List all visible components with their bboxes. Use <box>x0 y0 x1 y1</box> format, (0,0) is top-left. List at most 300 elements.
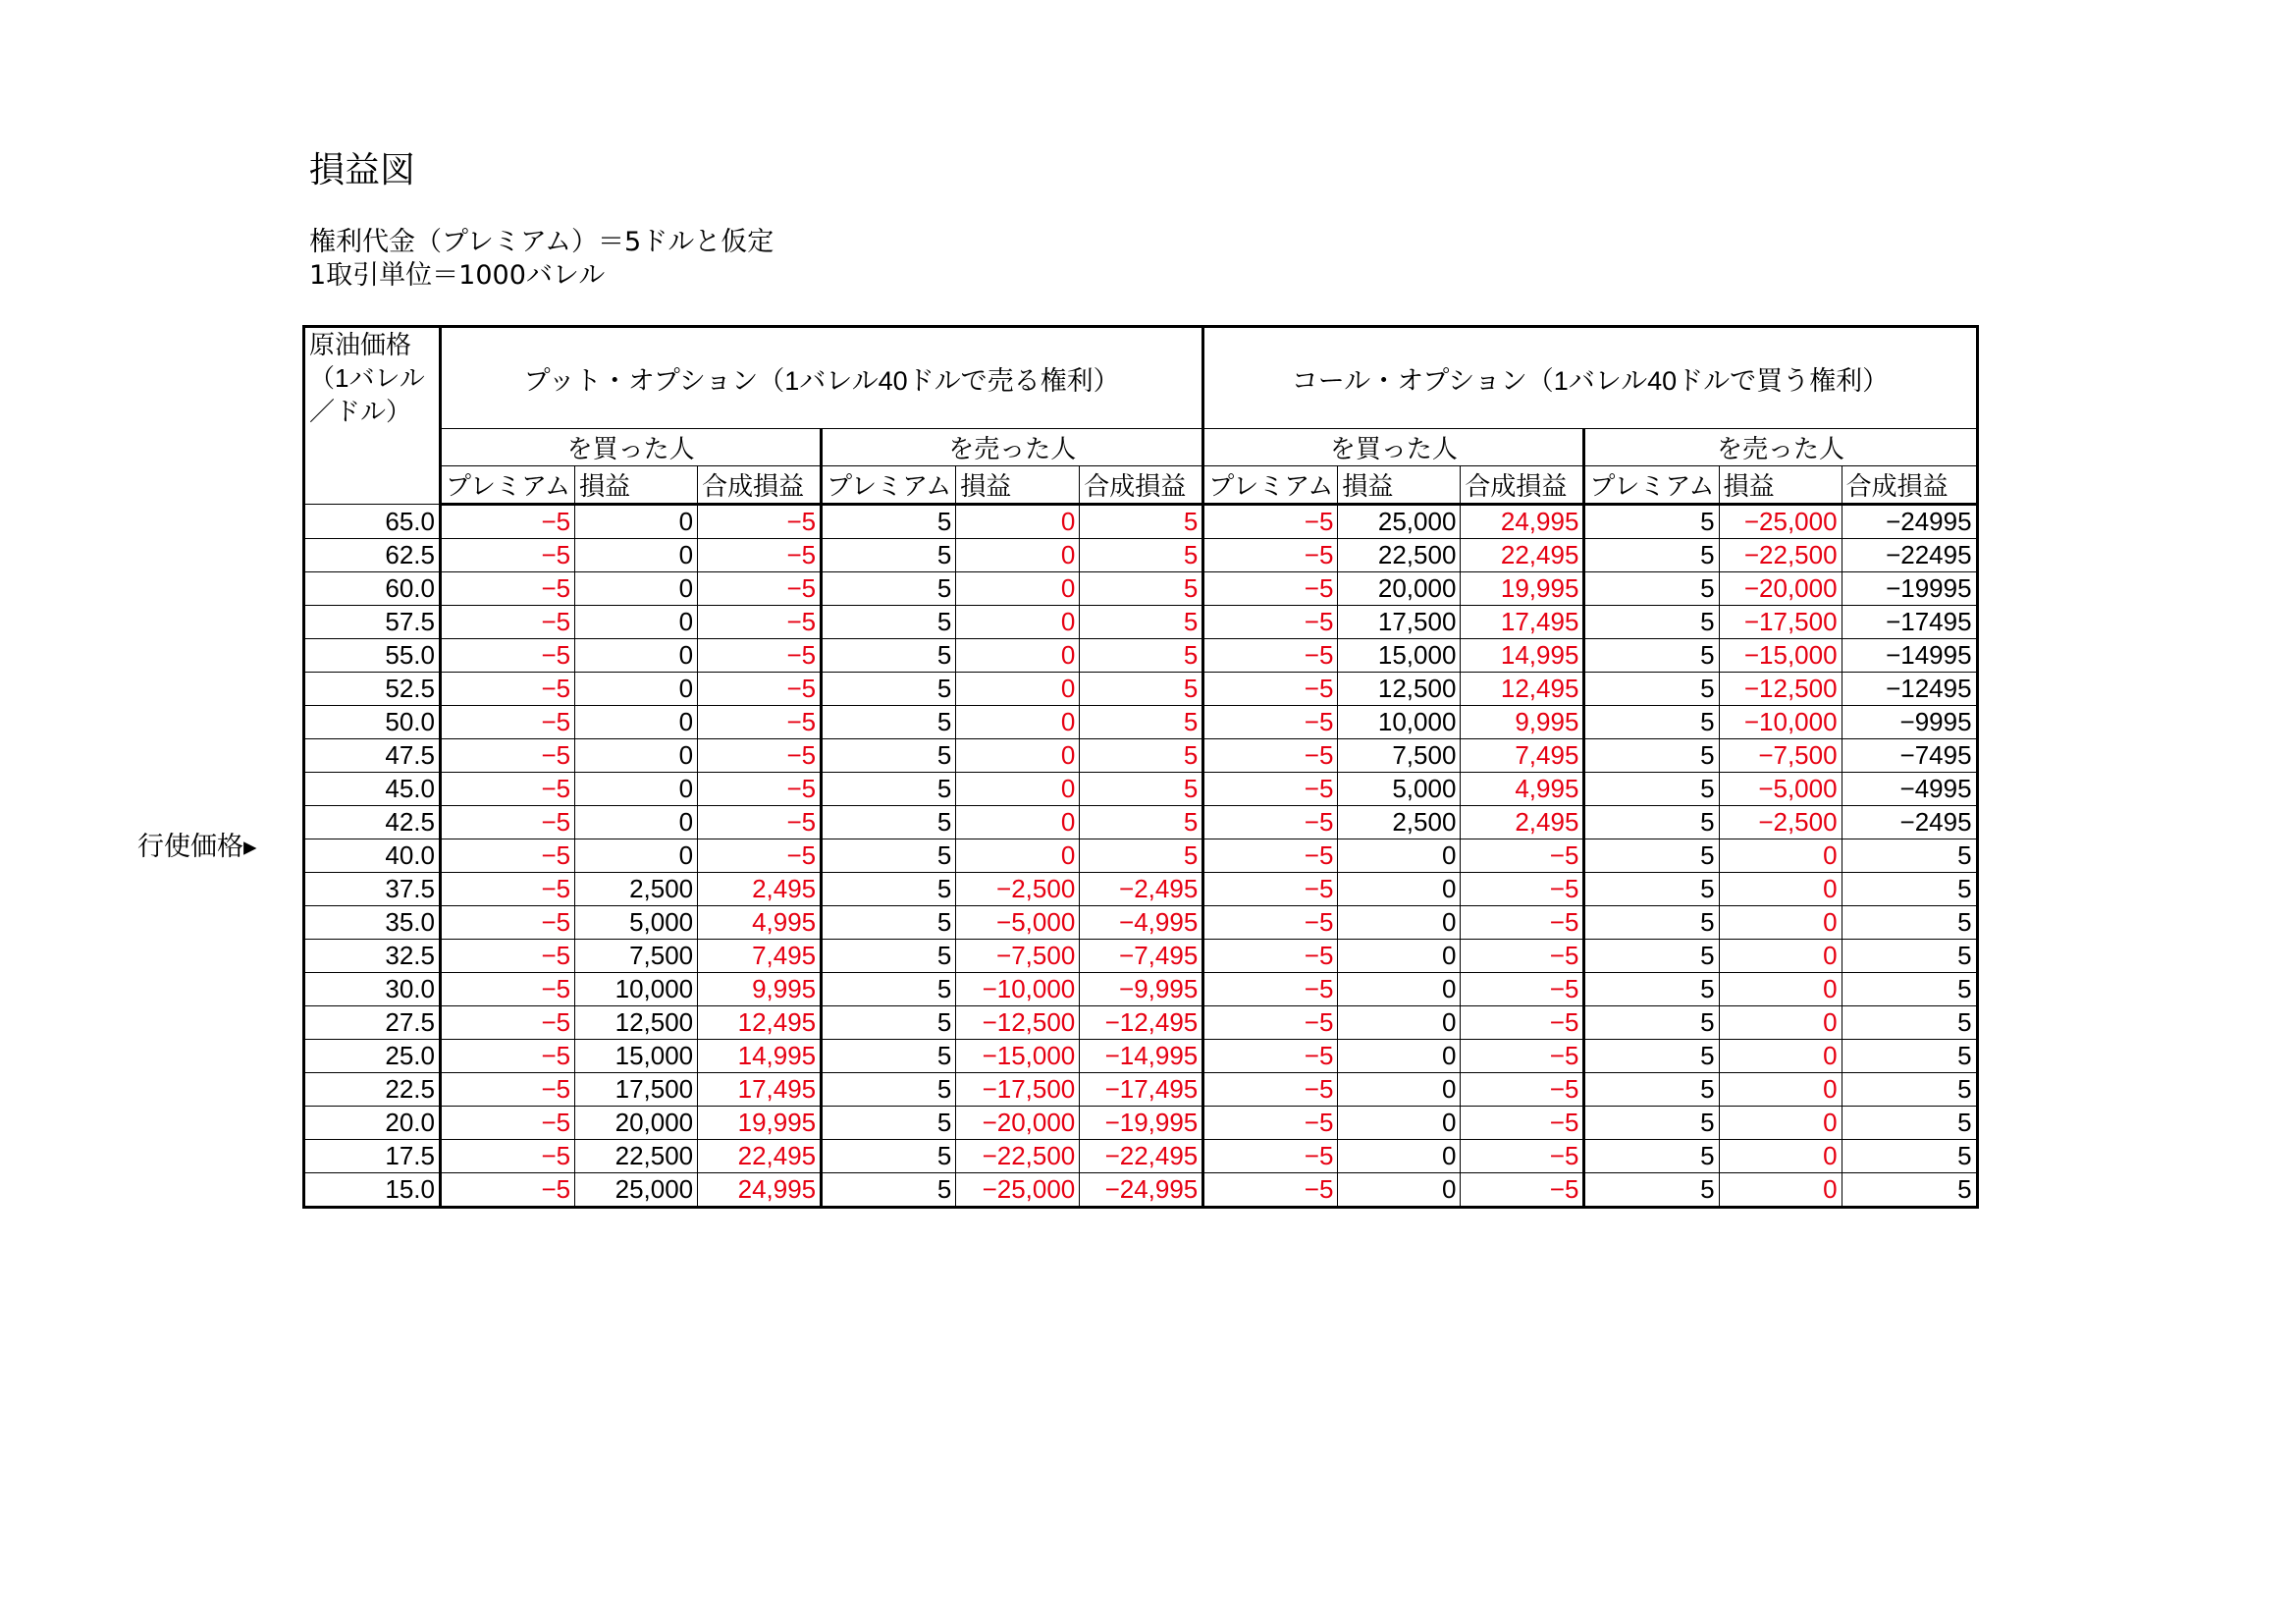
table-cell: −25,000 <box>1719 505 1842 539</box>
table-cell: 5 <box>822 706 956 739</box>
table-cell: −5 <box>441 1140 575 1173</box>
table-cell: 0 <box>575 806 698 839</box>
table-cell: −2495 <box>1842 806 1977 839</box>
table-cell: 25,000 <box>1338 505 1461 539</box>
table-cell: 24,995 <box>1461 505 1584 539</box>
table-cell: −5 <box>1461 973 1584 1006</box>
table-cell: −22,495 <box>1080 1140 1203 1173</box>
table-cell: 19,995 <box>698 1107 822 1140</box>
table-cell: 0 <box>575 739 698 773</box>
table-cell: 0 <box>956 739 1080 773</box>
table-cell: −9995 <box>1842 706 1977 739</box>
table-cell: 5 <box>1842 1073 1977 1107</box>
table-cell: 5 <box>822 906 956 940</box>
table-row <box>304 973 1978 1006</box>
table-cell: −7,500 <box>956 940 1080 973</box>
table-row <box>304 739 1978 773</box>
table-cell: −5 <box>441 839 575 873</box>
table-cell: 0 <box>575 673 698 706</box>
table-cell: −5 <box>441 873 575 906</box>
table-cell: −5 <box>1461 1173 1584 1208</box>
table-cell: −5 <box>1203 1073 1338 1107</box>
table-cell: 0 <box>575 505 698 539</box>
table-cell: 5 <box>1584 673 1719 706</box>
table-cell: 0 <box>956 505 1080 539</box>
table-cell: 4,995 <box>1461 773 1584 806</box>
put-buyer-premium-header: プレミアム <box>441 466 575 505</box>
table-cell: 12,500 <box>575 1006 698 1040</box>
table-cell: −5 <box>1203 505 1338 539</box>
table-cell: 0 <box>956 639 1080 673</box>
table-cell: 5 <box>822 673 956 706</box>
table-cell: 14,995 <box>1461 639 1584 673</box>
table-cell: 2,495 <box>1461 806 1584 839</box>
table-row <box>304 639 1978 673</box>
table-cell: −5 <box>698 639 822 673</box>
call-buyer-total-header: 合成損益 <box>1461 466 1584 505</box>
table-cell: 5 <box>1584 572 1719 606</box>
table-cell: −7,495 <box>1080 940 1203 973</box>
table-cell: 5 <box>1584 539 1719 572</box>
table-cell: −5 <box>1203 973 1338 1006</box>
table-cell: −5 <box>441 639 575 673</box>
table-cell: 0 <box>575 606 698 639</box>
table-cell: −5 <box>1203 739 1338 773</box>
price-cell: 20.0 <box>304 1107 441 1140</box>
table-cell: −5 <box>1461 906 1584 940</box>
table-cell: −17,500 <box>956 1073 1080 1107</box>
table-cell: −5 <box>441 940 575 973</box>
table-cell: 5 <box>822 839 956 873</box>
table-cell: −5 <box>1203 1006 1338 1040</box>
put-buyer-header: を買った人 <box>441 429 822 466</box>
table-cell: −5 <box>441 1173 575 1208</box>
table-cell: −17,500 <box>1719 606 1842 639</box>
table-cell: 7,495 <box>698 940 822 973</box>
table-cell: 0 <box>1338 1140 1461 1173</box>
put-seller-pl-header: 損益 <box>956 466 1080 505</box>
table-cell: −20,000 <box>956 1107 1080 1140</box>
table-cell: −5 <box>698 706 822 739</box>
table-cell: −15,000 <box>956 1040 1080 1073</box>
table-cell: −5 <box>1461 940 1584 973</box>
table-cell: 5,000 <box>575 906 698 940</box>
table-cell: 5 <box>1584 739 1719 773</box>
call-seller-total-header: 合成損益 <box>1842 466 1977 505</box>
call-seller-pl-header: 損益 <box>1719 466 1842 505</box>
table-cell: −22,500 <box>1719 539 1842 572</box>
table-cell: −5 <box>441 806 575 839</box>
table-cell: 7,500 <box>575 940 698 973</box>
table-cell: −5 <box>1203 673 1338 706</box>
table-cell: −5 <box>441 1073 575 1107</box>
table-row <box>304 1073 1978 1107</box>
table-cell: 9,995 <box>698 973 822 1006</box>
table-cell: 5 <box>1842 1107 1977 1140</box>
table-cell: −5 <box>441 973 575 1006</box>
table-cell: 0 <box>1719 973 1842 1006</box>
table-cell: −5 <box>698 539 822 572</box>
table-cell: −5 <box>698 606 822 639</box>
table-cell: −22,500 <box>956 1140 1080 1173</box>
table-cell: −9,995 <box>1080 973 1203 1006</box>
table-cell: 5 <box>1080 606 1203 639</box>
table-cell: 12,500 <box>1338 673 1461 706</box>
price-cell: 60.0 <box>304 572 441 606</box>
table-cell: 5 <box>1584 1173 1719 1208</box>
table-cell: 12,495 <box>698 1006 822 1040</box>
table-cell: 25,000 <box>575 1173 698 1208</box>
table-cell: 5 <box>1842 940 1977 973</box>
price-cell: 45.0 <box>304 773 441 806</box>
table-cell: −15,000 <box>1719 639 1842 673</box>
table-cell: −10,000 <box>956 973 1080 1006</box>
price-cell: 42.5 <box>304 806 441 839</box>
table-cell: 5 <box>1584 639 1719 673</box>
table-cell: 5 <box>1584 1006 1719 1040</box>
table-cell: 5 <box>1080 806 1203 839</box>
table-cell: 0 <box>1338 1040 1461 1073</box>
put-buyer-total-header: 合成損益 <box>698 466 822 505</box>
price-cell: 40.0 <box>304 839 441 873</box>
put-buyer-pl-header: 損益 <box>575 466 698 505</box>
table-cell: 5 <box>822 1173 956 1208</box>
table-cell: 5 <box>1584 505 1719 539</box>
table-cell: −5 <box>441 572 575 606</box>
table-row <box>304 1140 1978 1173</box>
price-cell: 37.5 <box>304 873 441 906</box>
table-cell: −5 <box>1203 1107 1338 1140</box>
table-cell: 0 <box>1719 1040 1842 1073</box>
table-cell: −5 <box>441 606 575 639</box>
price-cell: 57.5 <box>304 606 441 639</box>
table-cell: 5 <box>1842 839 1977 873</box>
table-cell: 5 <box>1842 873 1977 906</box>
table-cell: −5 <box>1461 1073 1584 1107</box>
table-cell: −5 <box>441 1107 575 1140</box>
table-cell: 0 <box>575 639 698 673</box>
table-cell: 0 <box>956 606 1080 639</box>
table-cell: −4,995 <box>1080 906 1203 940</box>
table-cell: −5 <box>1461 839 1584 873</box>
table-row <box>304 806 1978 839</box>
table-cell: −19,995 <box>1080 1107 1203 1140</box>
table-cell: 5 <box>822 739 956 773</box>
call-option-header: コール・オプション（1バレル40ドルで買う権利） <box>1203 327 1977 429</box>
table-cell: 2,500 <box>1338 806 1461 839</box>
table-cell: −5 <box>698 572 822 606</box>
table-cell: 15,000 <box>1338 639 1461 673</box>
table-row <box>304 839 1978 873</box>
table-cell: −17495 <box>1842 606 1977 639</box>
table-row <box>304 873 1978 906</box>
table-cell: 0 <box>1338 1006 1461 1040</box>
table-cell: 5 <box>1584 1140 1719 1173</box>
table-cell: 5 <box>822 1006 956 1040</box>
price-cell: 62.5 <box>304 539 441 572</box>
crude-price-header <box>304 327 441 505</box>
price-cell: 17.5 <box>304 1140 441 1173</box>
price-cell: 32.5 <box>304 940 441 973</box>
table-cell: −24,995 <box>1080 1173 1203 1208</box>
table-cell: −5 <box>698 839 822 873</box>
table-cell: −14,995 <box>1080 1040 1203 1073</box>
table-cell: 0 <box>1719 906 1842 940</box>
table-cell: 5 <box>1080 673 1203 706</box>
table-cell: −5 <box>1203 706 1338 739</box>
table-cell: 0 <box>956 673 1080 706</box>
price-cell: 50.0 <box>304 706 441 739</box>
table-cell: 0 <box>956 839 1080 873</box>
table-cell: −5 <box>1461 1040 1584 1073</box>
table-cell: 5 <box>1584 873 1719 906</box>
table-cell: −5 <box>1203 1040 1338 1073</box>
table-cell: 22,500 <box>1338 539 1461 572</box>
table-cell: −5 <box>1461 873 1584 906</box>
table-cell: −2,500 <box>1719 806 1842 839</box>
table-cell: −5 <box>1203 806 1338 839</box>
table-cell: 10,000 <box>1338 706 1461 739</box>
table-row <box>304 1040 1978 1073</box>
table-cell: 0 <box>956 806 1080 839</box>
table-cell: 5 <box>1080 639 1203 673</box>
table-cell: −2,495 <box>1080 873 1203 906</box>
call-seller-premium-header: プレミアム <box>1584 466 1719 505</box>
price-cell: 27.5 <box>304 1006 441 1040</box>
table-cell: 5 <box>822 1107 956 1140</box>
table-cell: 0 <box>575 706 698 739</box>
table-cell: −25,000 <box>956 1173 1080 1208</box>
table-cell: 15,000 <box>575 1040 698 1073</box>
table-cell: 20,000 <box>575 1107 698 1140</box>
table-cell: 5 <box>1080 773 1203 806</box>
table-cell: 14,995 <box>698 1040 822 1073</box>
table-row <box>304 572 1978 606</box>
table-cell: 0 <box>1338 1107 1461 1140</box>
table-cell: −5 <box>1203 773 1338 806</box>
put-seller-total-header: 合成損益 <box>1080 466 1203 505</box>
table-cell: 7,500 <box>1338 739 1461 773</box>
table-cell: 0 <box>575 839 698 873</box>
table-cell: −4995 <box>1842 773 1977 806</box>
table-row <box>304 773 1978 806</box>
table-cell: 0 <box>575 539 698 572</box>
table-row <box>304 906 1978 940</box>
table-cell: 5 <box>1584 839 1719 873</box>
table-cell: −5 <box>441 739 575 773</box>
table-cell: 5 <box>1584 1107 1719 1140</box>
table-row <box>304 1107 1978 1140</box>
crude-price-header-line2: （1バレル <box>309 363 425 393</box>
price-cell: 35.0 <box>304 906 441 940</box>
table-cell: 5 <box>822 973 956 1006</box>
table-row <box>304 673 1978 706</box>
table-cell: −5 <box>1203 1173 1338 1208</box>
table-cell: 5 <box>1080 839 1203 873</box>
table-cell: −5 <box>698 739 822 773</box>
table-cell: −14995 <box>1842 639 1977 673</box>
table-cell: −5 <box>698 806 822 839</box>
table-cell: −2,500 <box>956 873 1080 906</box>
table-cell: 0 <box>1338 873 1461 906</box>
table-cell: −5 <box>441 706 575 739</box>
table-cell: 0 <box>1719 1006 1842 1040</box>
table-cell: 0 <box>956 572 1080 606</box>
table-cell: 5 <box>1584 940 1719 973</box>
table-cell: 5 <box>1842 1006 1977 1040</box>
table-cell: 2,495 <box>698 873 822 906</box>
table-cell: 0 <box>1338 1173 1461 1208</box>
table-cell: 5 <box>822 1040 956 1073</box>
table-cell: −5 <box>1203 940 1338 973</box>
profit-loss-rows <box>304 505 1978 1208</box>
table-cell: −12,500 <box>1719 673 1842 706</box>
table-cell: −5 <box>1203 873 1338 906</box>
table-cell: 17,500 <box>1338 606 1461 639</box>
table-row <box>304 940 1978 973</box>
table-cell: 5 <box>1080 572 1203 606</box>
unit-note: 1取引単位＝1000バレル <box>309 260 606 291</box>
price-cell: 65.0 <box>304 505 441 539</box>
table-cell: −5 <box>1203 572 1338 606</box>
table-cell: −22495 <box>1842 539 1977 572</box>
price-cell: 25.0 <box>304 1040 441 1073</box>
table-cell: −10,000 <box>1719 706 1842 739</box>
table-cell: 0 <box>1338 940 1461 973</box>
table-cell: 17,500 <box>575 1073 698 1107</box>
table-cell: 0 <box>1338 1073 1461 1107</box>
table-cell: 0 <box>1338 906 1461 940</box>
table-cell: 0 <box>1719 1107 1842 1140</box>
call-buyer-premium-header: プレミアム <box>1203 466 1338 505</box>
crude-price-header-line3: ／ドル） <box>309 397 412 426</box>
table-cell: 5 <box>822 1140 956 1173</box>
table-cell: −5 <box>441 539 575 572</box>
table-cell: 5 <box>1584 806 1719 839</box>
table-cell: −5 <box>1461 1006 1584 1040</box>
table-cell: −5 <box>441 1006 575 1040</box>
table-cell: −5 <box>441 505 575 539</box>
table-cell: 20,000 <box>1338 572 1461 606</box>
table-cell: 5 <box>822 505 956 539</box>
table-cell: 17,495 <box>1461 606 1584 639</box>
price-cell: 15.0 <box>304 1173 441 1208</box>
table-cell: −7,500 <box>1719 739 1842 773</box>
crude-price-header-line1: 原油価格 <box>309 330 412 359</box>
table-row <box>304 539 1978 572</box>
table-cell: 5 <box>822 1073 956 1107</box>
table-cell: −12495 <box>1842 673 1977 706</box>
table-cell: −5 <box>1203 906 1338 940</box>
table-row <box>304 706 1978 739</box>
strike-price-label: 行使価格▸ <box>137 832 257 862</box>
table-cell: −5 <box>1203 1140 1338 1173</box>
table-cell: 19,995 <box>1461 572 1584 606</box>
price-cell: 30.0 <box>304 973 441 1006</box>
table-cell: 12,495 <box>1461 673 1584 706</box>
table-cell: 5 <box>822 806 956 839</box>
table-cell: 5 <box>822 539 956 572</box>
table-cell: 5 <box>1842 906 1977 940</box>
table-cell: 5 <box>1584 973 1719 1006</box>
premium-note: 権利代金（プレミアム）＝5ドルと仮定 <box>309 227 774 257</box>
profit-loss-table <box>302 325 1979 1209</box>
table-cell: 5 <box>822 940 956 973</box>
call-buyer-pl-header: 損益 <box>1338 466 1461 505</box>
table-cell: 0 <box>1338 973 1461 1006</box>
call-buyer-header: を買った人 <box>1203 429 1584 466</box>
table-cell: 5 <box>1584 706 1719 739</box>
table-cell: −5 <box>698 673 822 706</box>
table-cell: 24,995 <box>698 1173 822 1208</box>
table-cell: 5 <box>1080 706 1203 739</box>
table-cell: 5 <box>1584 606 1719 639</box>
table-cell: −20,000 <box>1719 572 1842 606</box>
table-cell: −5 <box>441 906 575 940</box>
table-cell: −12,500 <box>956 1006 1080 1040</box>
table-cell: 17,495 <box>698 1073 822 1107</box>
table-cell: 4,995 <box>698 906 822 940</box>
table-cell: 0 <box>1719 873 1842 906</box>
table-cell: 5 <box>1080 505 1203 539</box>
table-cell: 5 <box>822 572 956 606</box>
price-cell: 22.5 <box>304 1073 441 1107</box>
table-cell: 22,495 <box>698 1140 822 1173</box>
table-cell: −5 <box>1203 606 1338 639</box>
table-cell: 22,500 <box>575 1140 698 1173</box>
table-cell: 7,495 <box>1461 739 1584 773</box>
table-row <box>304 505 1978 539</box>
table-cell: −5 <box>698 773 822 806</box>
table-cell: 5,000 <box>1338 773 1461 806</box>
table-cell: −12,495 <box>1080 1006 1203 1040</box>
table-cell: 0 <box>1719 1173 1842 1208</box>
table-cell: 5 <box>1842 1173 1977 1208</box>
table-cell: −17,495 <box>1080 1073 1203 1107</box>
table-cell: −5 <box>1203 539 1338 572</box>
table-cell: −5,000 <box>956 906 1080 940</box>
table-cell: −5,000 <box>1719 773 1842 806</box>
table-cell: 22,495 <box>1461 539 1584 572</box>
table-cell: −5 <box>441 1040 575 1073</box>
table-cell: 2,500 <box>575 873 698 906</box>
table-cell: 5 <box>822 639 956 673</box>
table-cell: 0 <box>956 706 1080 739</box>
table-cell: 0 <box>1719 1073 1842 1107</box>
table-cell: 5 <box>1584 1040 1719 1073</box>
table-cell: −5 <box>698 505 822 539</box>
table-cell: 5 <box>1584 773 1719 806</box>
price-cell: 52.5 <box>304 673 441 706</box>
table-cell: 0 <box>575 572 698 606</box>
table-cell: 5 <box>1584 1073 1719 1107</box>
table-cell: 5 <box>822 773 956 806</box>
table-cell: −5 <box>441 673 575 706</box>
table-cell: −24995 <box>1842 505 1977 539</box>
table-cell: −7495 <box>1842 739 1977 773</box>
table-cell: 5 <box>1842 973 1977 1006</box>
table-cell: −5 <box>1461 1140 1584 1173</box>
table-cell: 9,995 <box>1461 706 1584 739</box>
table-cell: 0 <box>1719 839 1842 873</box>
table-cell: −5 <box>1461 1107 1584 1140</box>
table-cell: −19995 <box>1842 572 1977 606</box>
put-seller-premium-header: プレミアム <box>822 466 956 505</box>
table-row <box>304 1006 1978 1040</box>
price-cell: 47.5 <box>304 739 441 773</box>
table-cell: 5 <box>822 873 956 906</box>
table-cell: 5 <box>1842 1040 1977 1073</box>
